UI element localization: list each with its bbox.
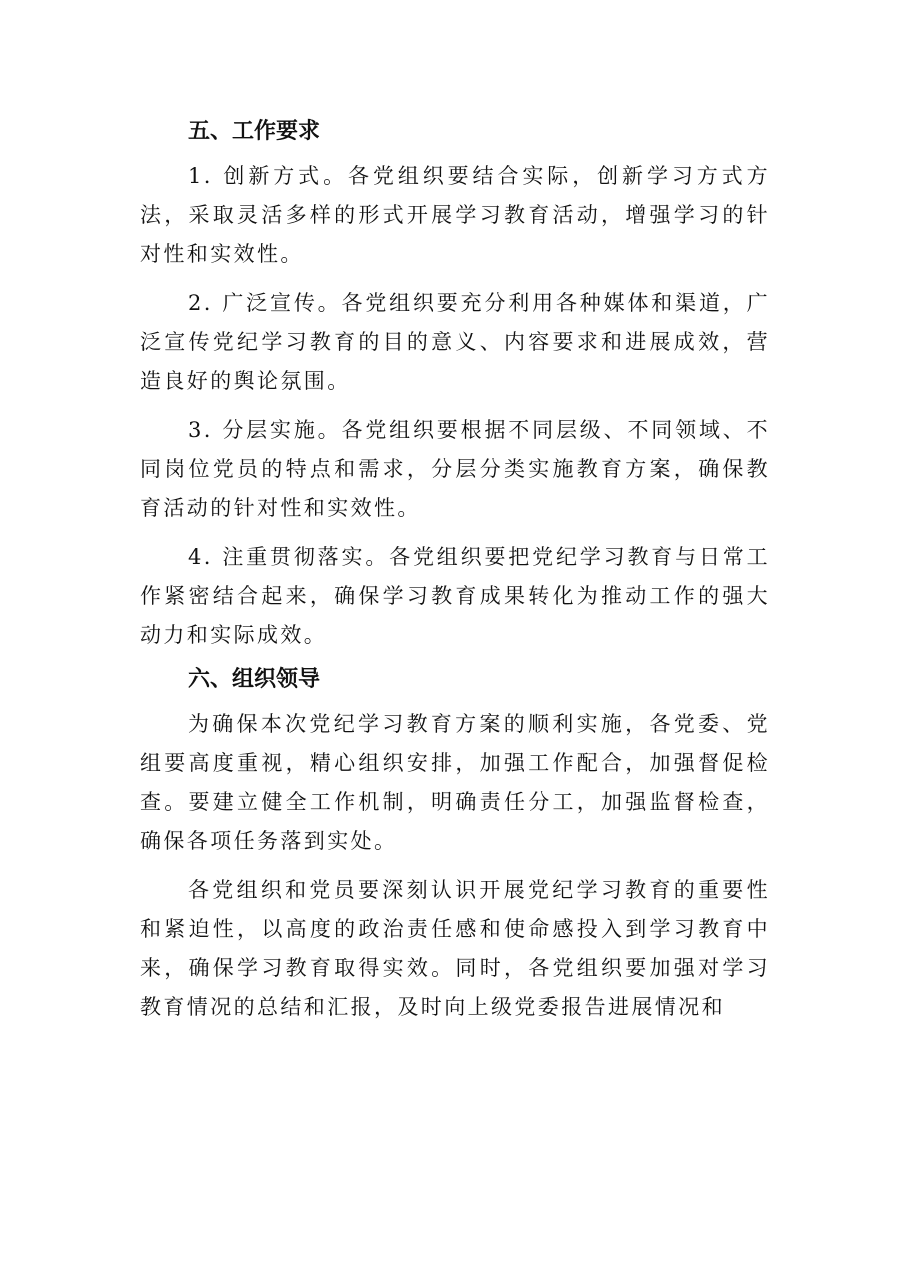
section-heading-work-requirements: 五、工作要求 (188, 119, 321, 144)
requirement-item-2: 2. 广泛宣传。各党组织要充分利用各种媒体和渠道，广泛宣传党纪学习教育的目的意义、内容要求和进展成效，营造良好的舆论氛围。 (140, 291, 770, 393)
leadership-paragraph-1: 为确保本次党纪学习教育方案的顺利实施，各党委、党组要高度重视，精心组织安排，加强工作配合，加强督促检查。要建立健全工作机制，明确责任分工，加强监督检查，确保各项任务落到实处。 (140, 712, 770, 853)
document-page (140, 112, 770, 1027)
leadership-paragraph-2: 各党组织和党员要深刻认识开展党纪学习教育的重要性和紧迫性，以高度的政治责任感和使命感投入到学习教育中来，确保学习教育取得实效。同时，各党组织要加强对学习教育情况的总结和汇报，及时向上级党委报告进展情况和 (140, 878, 770, 1019)
requirement-item-4: 4. 注重贯彻落实。各党组织要把党纪学习教育与日常工作紧密结合起来，确保学习教育成果转化为推动工作的强大动力和实际成效。 (140, 545, 770, 647)
requirement-item-3: 3. 分层实施。各党组织要根据不同层级、不同领域、不同岗位党员的特点和需求，分层分类实施教育方案，确保教育活动的针对性和实效性。 (140, 418, 770, 520)
requirement-item-1: 1. 创新方式。各党组织要结合实际，创新学习方式方法，采取灵活多样的形式开展学习教育活动，增强学习的针对性和实效性。 (140, 164, 770, 266)
section-heading-organization-leadership: 六、组织领导 (188, 667, 321, 692)
